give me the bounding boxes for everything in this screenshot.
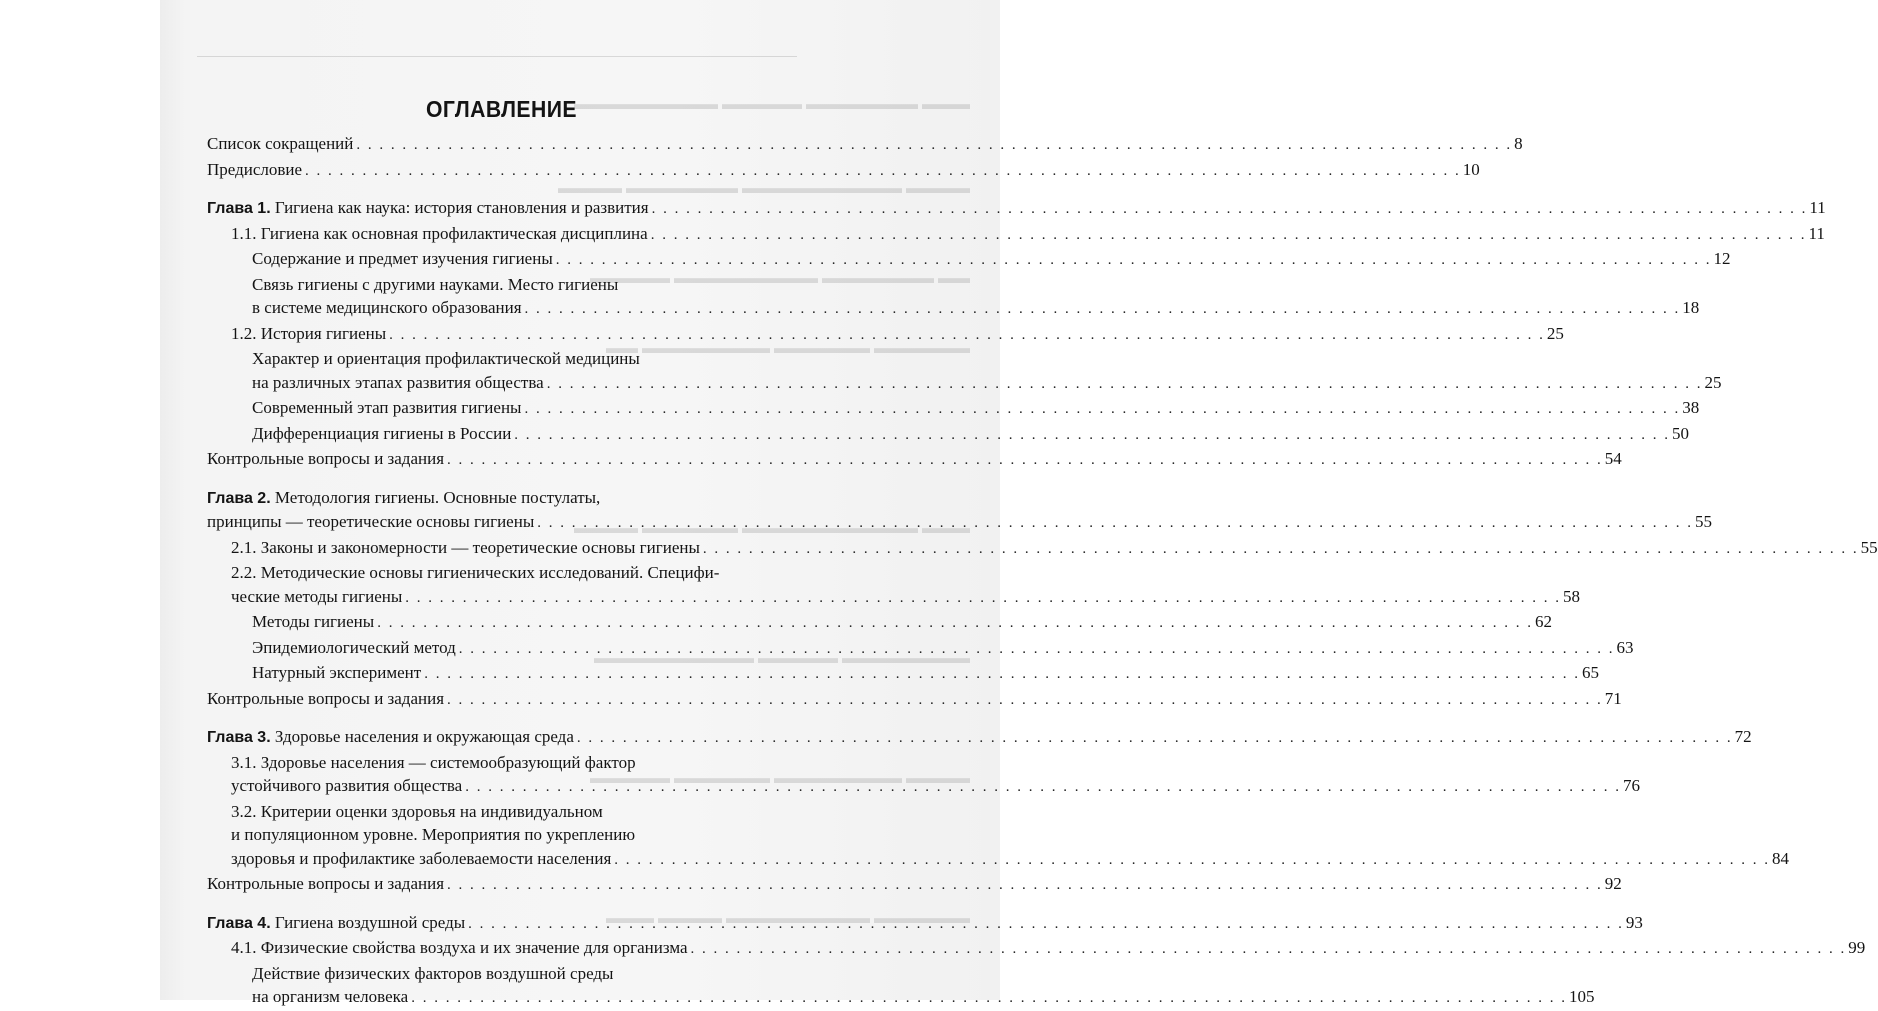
toc-entry[interactable]	[207, 661, 1599, 687]
chapter-label: Глава 3.	[207, 729, 271, 746]
toc-entry-title: Гигиена воздушной среды	[274, 912, 466, 932]
toc-entry-title: Контрольные вопросы и задания	[207, 874, 445, 893]
page-number: 18	[1682, 298, 1700, 317]
dot-leader	[547, 373, 1703, 397]
dot-leader	[447, 449, 1603, 473]
chapter-label: Глава 1.	[207, 200, 271, 217]
page-number: 76	[1622, 776, 1640, 795]
page-number: 92	[1604, 874, 1622, 893]
toc-entry-title: 1.1. Гигиена как основная профилактическая дисциплина	[231, 223, 648, 243]
toc-entry[interactable]	[207, 911, 1643, 937]
toc-entry-title: Здоровье населения и окружающая среда	[274, 727, 574, 746]
toc-entry[interactable]	[207, 447, 1622, 473]
toc-entry-title: Список сокращений	[207, 134, 354, 153]
page-number: 10	[1462, 159, 1480, 179]
toc-entry-title: устойчивого развития общества	[231, 776, 463, 795]
toc-entry-title: Характер и ориентация профилактической медицины	[252, 349, 640, 368]
toc-entry-title: Эпидемиологический метод	[252, 637, 456, 657]
dot-leader	[377, 612, 1533, 636]
toc-entry-title: ческие методы гигиены	[231, 586, 403, 606]
toc-entry-title: Связь гигиены с другими науками. Место гигиены	[252, 274, 619, 294]
toc-entry-title: 3.1. Здоровье населения — системообразующий фактор	[231, 752, 636, 772]
toc-page	[207, 88, 1878, 1006]
page-number: 72	[1734, 727, 1752, 746]
page-number: 105	[1568, 987, 1595, 1006]
toc-entry-title: 2.1. Законы и закономерности — теоретические основы гигиены	[231, 537, 700, 557]
page-number: 25	[1546, 323, 1564, 343]
toc-entry-title: Предисловие	[207, 159, 303, 179]
dot-leader	[577, 727, 1733, 751]
toc-entry[interactable]	[207, 636, 1634, 662]
toc-entry-title: принципы — теоретические основы гигиены	[207, 512, 535, 531]
page-number: 99	[1848, 938, 1866, 957]
toc-entry-title: Содержание и предмет изучения гигиены	[252, 249, 553, 268]
toc-entry[interactable]	[207, 422, 1690, 448]
toc-entry[interactable]	[207, 687, 1622, 713]
dot-leader	[459, 638, 1615, 662]
page-number: 71	[1604, 688, 1622, 708]
dot-leader	[514, 424, 1670, 448]
toc-entry-title: здоровья и профилактике заболеваемости населения	[231, 848, 612, 868]
toc-entry[interactable]	[207, 132, 1523, 158]
page-number: 11	[1808, 223, 1825, 243]
page-number: 12	[1713, 249, 1731, 268]
dot-leader	[524, 398, 1680, 422]
toc-entry[interactable]	[207, 247, 1731, 273]
toc-entry[interactable]	[207, 536, 1878, 562]
page-number: 93	[1625, 912, 1643, 932]
chapter-label: Глава 4.	[207, 914, 271, 932]
toc-entry-title: на организм человека	[252, 987, 409, 1006]
dot-leader	[556, 249, 1712, 273]
dot-leader	[424, 663, 1580, 687]
toc-entry-title: 3.2. Критерии оценки здоровья на индивидуальном	[231, 801, 603, 821]
toc-entry[interactable]	[207, 725, 1752, 751]
toc-entry[interactable]	[207, 347, 1722, 396]
toc-entry-title: на различных этапах развития общества	[252, 372, 544, 392]
toc-entry-title: и популяционном уровне. Мероприятия по укреплению	[231, 825, 636, 844]
dot-leader	[356, 134, 1512, 158]
toc-entry-title: Действие физических факторов воздушной среды	[252, 963, 614, 983]
toc-entry-title: Современный этап развития гигиены	[252, 398, 522, 417]
toc-entry[interactable]	[207, 273, 1700, 322]
toc-entry[interactable]	[207, 561, 1581, 610]
toc-entry[interactable]	[207, 872, 1622, 898]
page-number: 65	[1581, 663, 1599, 682]
toc-entry-title: Методология гигиены. Основные постулаты,	[274, 487, 601, 507]
page-number: 38	[1682, 398, 1700, 417]
dot-leader	[703, 538, 1859, 562]
dot-leader	[468, 913, 1624, 937]
page-number: 63	[1616, 637, 1634, 657]
toc-entry-title: Контрольные вопросы и задания	[207, 688, 445, 708]
toc-entry-title: Методы гигиены	[252, 612, 375, 631]
dot-leader	[405, 587, 1561, 611]
toc-entry[interactable]	[207, 222, 1825, 248]
dot-leader	[411, 987, 1567, 1011]
dot-leader	[691, 938, 1847, 962]
dot-leader	[652, 198, 1808, 222]
page-number: 11	[1809, 198, 1826, 217]
dot-leader	[614, 849, 1770, 873]
dot-leader	[305, 160, 1461, 184]
page-number: 84	[1772, 848, 1790, 868]
toc-entry-title: 1.2. История гигиены	[231, 323, 387, 343]
toc-entry-title: Контрольные вопросы и задания	[207, 449, 445, 468]
toc-entry-title: в системе медицинского образования	[252, 298, 522, 317]
toc-entry[interactable]	[207, 158, 1480, 184]
dot-leader	[525, 298, 1681, 322]
page-number: 50	[1672, 423, 1690, 443]
dot-leader	[465, 776, 1621, 800]
page-number: 54	[1604, 449, 1622, 468]
toc-entry-title: 4.1. Физические свойства воздуха и их значение для организма	[231, 938, 688, 957]
toc-entry[interactable]	[207, 962, 1595, 1011]
dot-leader	[537, 512, 1693, 536]
toc-entry[interactable]	[207, 936, 1866, 962]
page-number: 55	[1860, 537, 1878, 557]
dot-leader	[389, 324, 1545, 348]
page-header-rule	[197, 56, 797, 57]
toc-entry-title: 2.2. Методические основы гигиенических исследований. Специфи-	[231, 563, 720, 582]
page-number: 8	[1514, 134, 1523, 153]
dot-leader	[651, 224, 1807, 248]
toc-entry[interactable]	[207, 751, 1640, 800]
page-number: 25	[1704, 372, 1722, 392]
page-number: 58	[1563, 586, 1581, 606]
toc-entry[interactable]	[207, 610, 1552, 636]
toc-entry[interactable]	[207, 196, 1826, 222]
toc-entry[interactable]	[207, 800, 1790, 873]
toc-entry[interactable]	[207, 396, 1700, 422]
toc-entry-title: Дифференциация гигиены в России	[252, 423, 512, 443]
dot-leader	[447, 874, 1603, 898]
page-number: 55	[1695, 512, 1712, 531]
toc-entry[interactable]	[207, 322, 1564, 348]
chapter-label: Глава 2.	[207, 489, 271, 507]
toc-entry[interactable]	[207, 486, 1712, 536]
toc-entry-title: Натурный эксперимент	[252, 663, 422, 682]
toc-entry-title: Гигиена как наука: история становления и развития	[274, 198, 649, 217]
page-number: 62	[1534, 612, 1552, 631]
toc-list	[207, 132, 1878, 1011]
toc-title: ОГЛАВЛЕНИЕ	[426, 96, 577, 122]
dot-leader	[447, 689, 1603, 713]
